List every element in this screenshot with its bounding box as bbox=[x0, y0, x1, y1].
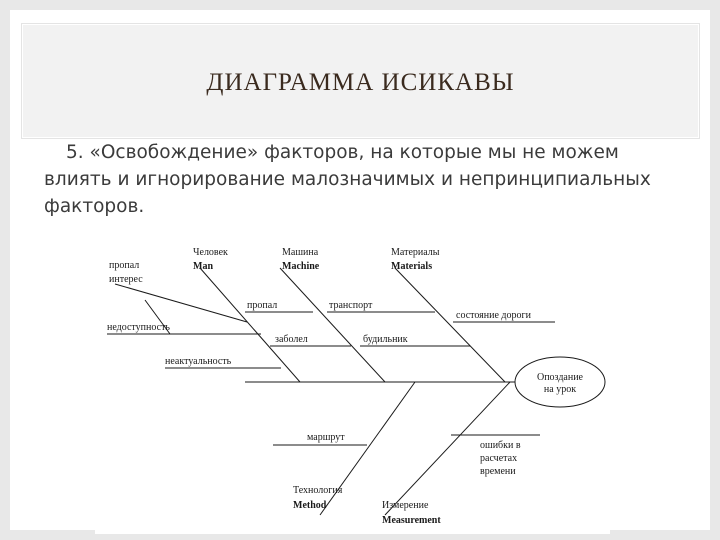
cause-lost-interest-line1: пропал bbox=[109, 260, 140, 271]
cause-lost-interest-line2: интерес bbox=[109, 274, 143, 285]
category-man-ru: Человек bbox=[193, 247, 228, 258]
cause-time-errors-line1: ошибки в bbox=[480, 440, 521, 451]
category-measurement-ru: Измерение bbox=[382, 500, 429, 511]
category-measurement-en: Measurement bbox=[382, 515, 441, 526]
cause-time-errors-line2: расчетах bbox=[480, 453, 518, 464]
cause-transport: транспорт bbox=[329, 300, 373, 311]
effect-label-line1: Опоздание bbox=[536, 372, 584, 383]
slide-title: ДИАГРАММА ИСИКАВЫ bbox=[206, 69, 515, 96]
category-materials-ru: Материалы bbox=[391, 247, 440, 258]
category-machine-ru: Машина bbox=[282, 247, 319, 258]
cause-alarm-clock: будильник bbox=[363, 334, 408, 345]
category-method-en: Method bbox=[293, 500, 327, 511]
cause-road-condition: состояние дороги bbox=[456, 310, 531, 321]
title-box bbox=[22, 24, 699, 138]
bone-machine bbox=[280, 268, 385, 382]
slide-body-text: 5. «Освобождение» факторов, на которые мы не можем влиять и игнорирование малозначимых и непринципиальных факторов. bbox=[44, 142, 651, 217]
category-method-ru: Технология bbox=[293, 485, 343, 496]
cause-lost: пропал bbox=[247, 300, 278, 311]
cause-unavailability: недоступность bbox=[107, 322, 170, 333]
category-machine-en: Machine bbox=[282, 261, 320, 272]
category-man-en: Man bbox=[193, 261, 213, 272]
bone-materials bbox=[395, 268, 505, 382]
effect-label-line2: на урок bbox=[543, 384, 577, 395]
fishbone-svg bbox=[95, 230, 610, 534]
cause-sick: заболел bbox=[275, 334, 308, 345]
slide bbox=[10, 10, 710, 530]
ishikawa-diagram bbox=[95, 230, 610, 534]
category-materials-en: Materials bbox=[391, 261, 433, 272]
branch-lost-interest bbox=[115, 284, 247, 322]
cause-irrelevance: неактуальность bbox=[165, 356, 232, 367]
cause-route: маршрут bbox=[307, 432, 345, 443]
cause-time-errors-line3: времени bbox=[480, 466, 516, 477]
